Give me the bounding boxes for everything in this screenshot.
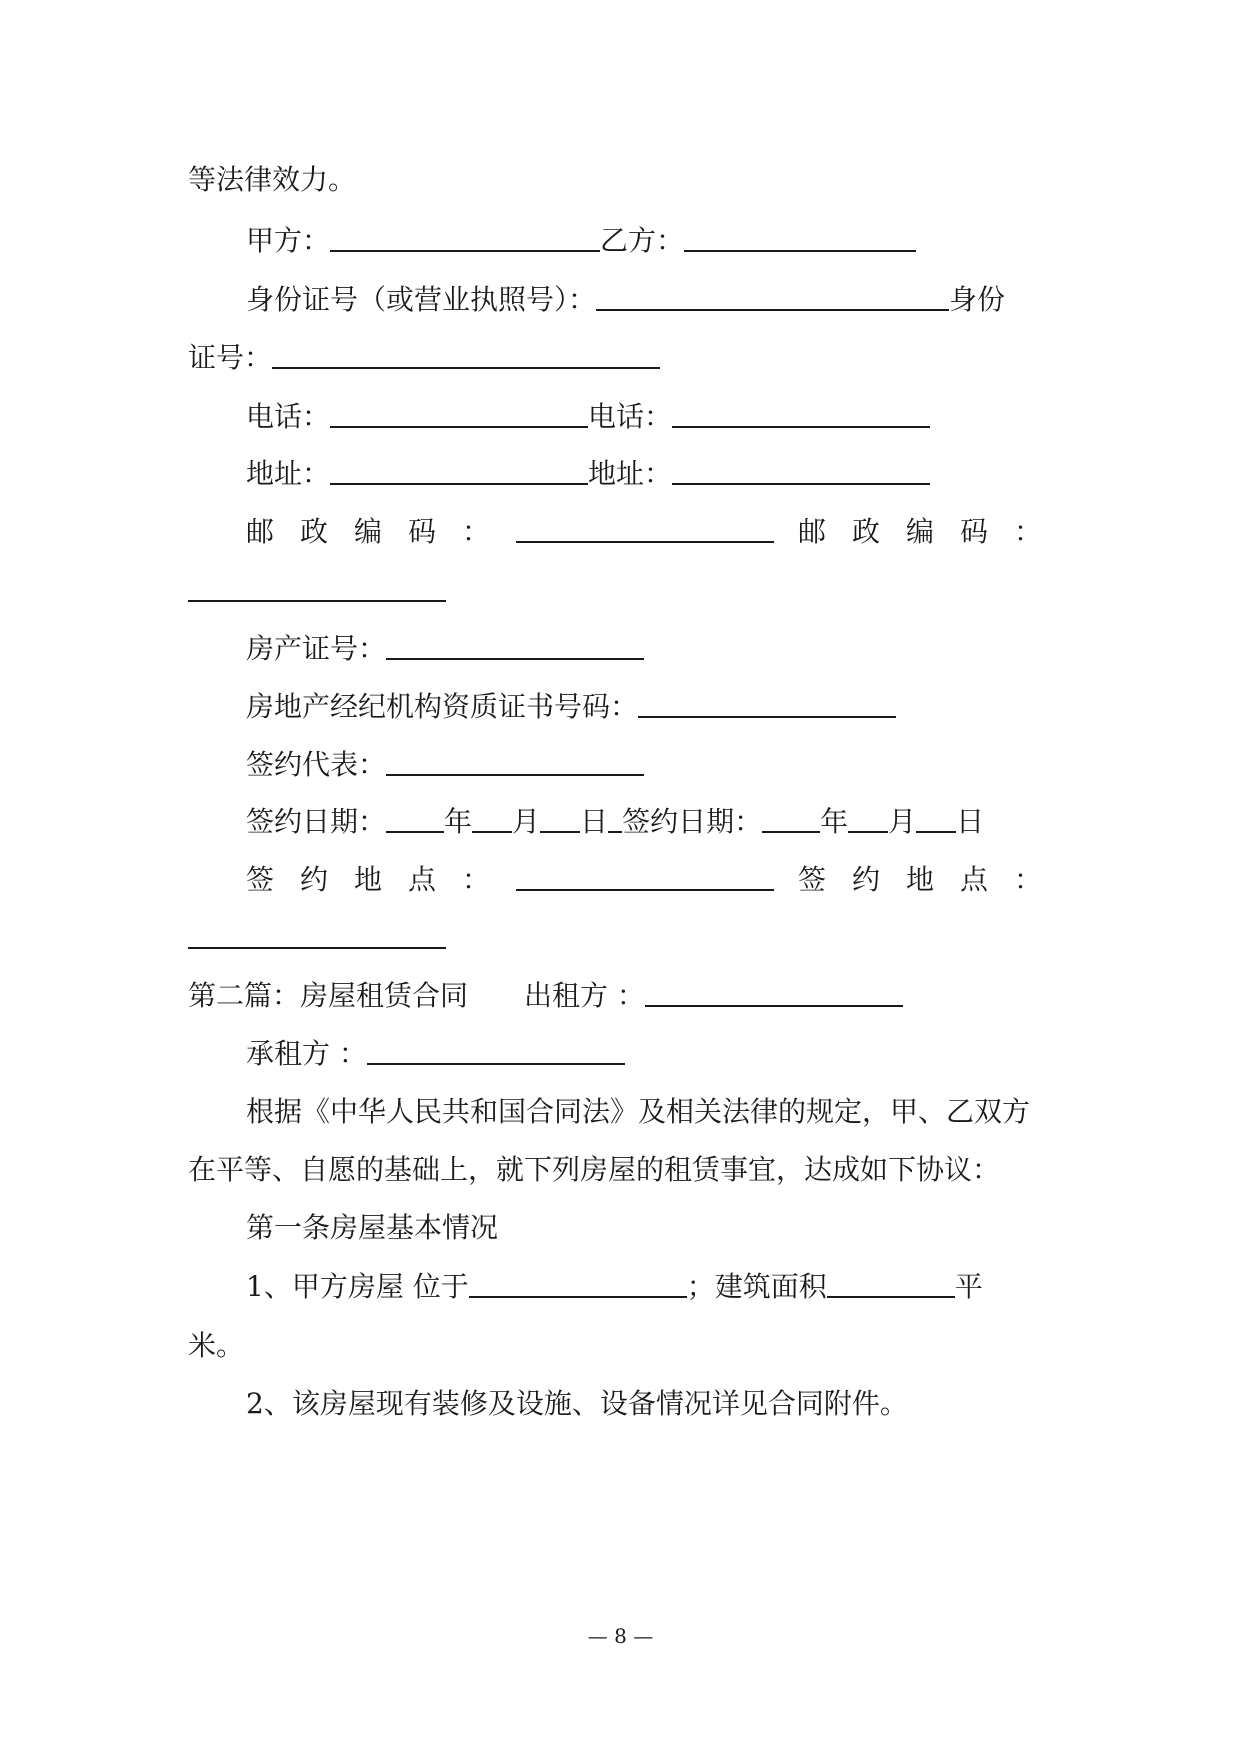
text: 等法律效力。	[188, 163, 357, 196]
location-blank[interactable]	[469, 1270, 687, 1298]
label: ；建筑面积	[686, 1270, 827, 1303]
day-blank[interactable]	[540, 805, 580, 833]
label: 证号：	[188, 341, 273, 374]
label: 签约日期：	[622, 805, 763, 838]
area-blank[interactable]	[827, 1270, 955, 1298]
section-title: 第二篇：房屋租赁合同	[188, 979, 469, 1012]
month-blank[interactable]	[848, 805, 888, 833]
label: 甲方：	[246, 224, 331, 257]
paragraph-line	[246, 1092, 1030, 1132]
day-blank[interactable]	[916, 805, 956, 833]
party-a-place-blank[interactable]	[516, 863, 774, 891]
sign-place-line-cont	[188, 918, 446, 958]
label: 地址：	[246, 457, 331, 490]
representative-blank[interactable]	[386, 748, 644, 776]
year-blank[interactable]	[762, 805, 820, 833]
label: 签约代表：	[246, 748, 387, 781]
label: 签约地点：	[798, 863, 1069, 896]
label: 日	[580, 805, 609, 838]
label: 出租方 ：	[524, 979, 645, 1012]
phone-line	[246, 397, 930, 437]
label: 房产证号：	[246, 632, 387, 665]
text: 米。	[188, 1329, 245, 1362]
paragraph-line	[188, 160, 356, 200]
label: 邮政编码：	[246, 515, 517, 548]
label: 年	[444, 805, 473, 838]
label: 房地产经纪机构资质证书号码：	[246, 690, 639, 723]
party-a-address-blank[interactable]	[330, 457, 588, 485]
text: 第一条房屋基本情况	[246, 1211, 499, 1244]
label: 月	[512, 805, 541, 838]
paragraph-line	[188, 1150, 1000, 1190]
label: 签约日期：	[246, 805, 387, 838]
lessor-blank[interactable]	[645, 979, 903, 1007]
label: 身份证号（或营业执照号）：	[246, 283, 597, 316]
agency-cert-line	[246, 687, 896, 727]
label: 身份	[949, 283, 1006, 316]
label: 日	[956, 805, 985, 838]
party-a-postcode-blank[interactable]	[516, 515, 774, 543]
month-blank[interactable]	[472, 805, 512, 833]
party-name-line	[246, 221, 916, 261]
id-number-line-cont	[188, 338, 660, 378]
party-b-place-blank[interactable]	[188, 921, 446, 949]
section-title-line	[188, 976, 903, 1016]
party-a-id-blank[interactable]	[596, 283, 949, 311]
label: 电话：	[588, 400, 673, 433]
year-blank[interactable]	[386, 805, 444, 833]
lessee-blank[interactable]	[367, 1037, 625, 1065]
party-b-postcode-blank[interactable]	[188, 574, 446, 602]
party-a-name-blank[interactable]	[330, 224, 600, 252]
label: 平	[954, 1270, 983, 1303]
text: 根据《中华人民共和国合同法》及相关法律的规定，甲、乙双方	[246, 1095, 1031, 1128]
article-heading	[246, 1208, 498, 1248]
representative-line	[246, 745, 644, 785]
postcode-line	[246, 512, 1068, 552]
page-number: — 8 —	[587, 1624, 654, 1648]
party-b-phone-blank[interactable]	[672, 400, 930, 428]
deed-number-line	[246, 629, 644, 669]
agency-cert-blank[interactable]	[638, 690, 896, 718]
id-number-line	[246, 280, 1005, 320]
label: 电话：	[246, 400, 331, 433]
text: 在平等、自愿的基础上，就下列房屋的租赁事宜，达成如下协议：	[188, 1153, 1001, 1186]
postcode-line-cont	[188, 571, 446, 611]
label: 1、甲方房屋 位于	[246, 1270, 469, 1303]
label: 签约地点：	[246, 863, 517, 896]
address-line	[246, 454, 930, 494]
party-a-phone-blank[interactable]	[330, 400, 588, 428]
party-b-name-blank[interactable]	[684, 224, 916, 252]
paragraph-line	[246, 1384, 908, 1424]
text: 2、该房屋现有装修及设施、设备情况详见合同附件。	[246, 1387, 908, 1420]
house-location-line	[246, 1267, 983, 1307]
label: 邮政编码：	[798, 515, 1069, 548]
party-b-address-blank[interactable]	[672, 457, 930, 485]
sign-date-line	[246, 802, 984, 842]
label: 月	[888, 805, 917, 838]
separator-blank	[608, 805, 622, 833]
lessee-line	[246, 1034, 625, 1074]
deed-number-blank[interactable]	[386, 632, 644, 660]
party-b-id-blank[interactable]	[272, 341, 660, 369]
label: 地址：	[588, 457, 673, 490]
paragraph-line	[188, 1326, 244, 1366]
sign-place-line	[246, 860, 1068, 900]
label: 年	[820, 805, 849, 838]
label: 承租方 ：	[246, 1037, 367, 1070]
label: 乙方：	[600, 224, 685, 257]
